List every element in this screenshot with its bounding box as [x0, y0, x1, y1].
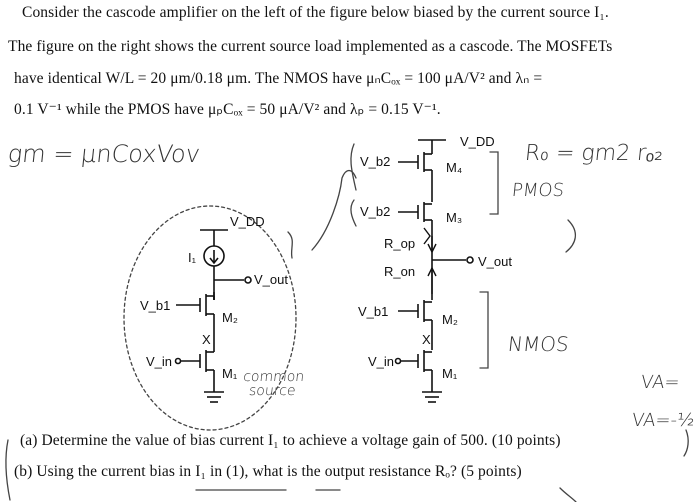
- left-i1-label: I₁: [188, 250, 196, 265]
- right-x-label: X: [422, 332, 431, 347]
- right-m2-label: M₂: [442, 312, 458, 327]
- problem-line-3: have identical W/L = 20 μm/0.18 μm. The NMOS have μₙCₒₓ = 100 μA/V² and λₙ =: [14, 70, 543, 87]
- right-vin-label: V_in: [368, 354, 395, 369]
- right-vb2-mid-label: V_b2: [360, 204, 391, 219]
- right-vb2-top-label: V_b2: [360, 154, 391, 169]
- right-vout-label: V_out: [478, 254, 512, 269]
- right-vdd-label: V_DD: [460, 134, 495, 149]
- handwritten-va-1: VA=: [639, 372, 681, 393]
- left-vin-label: V_in: [146, 354, 173, 369]
- right-rop-label: R_op: [384, 236, 416, 251]
- problem-line-4: 0.1 V⁻¹ while the PMOS have μₚCₒₓ = 50 μA/V² and λₚ = 0.15 V⁻¹.: [14, 101, 441, 118]
- handwritten-nmos-label: NMOS: [506, 332, 570, 356]
- problem-line-2: The figure on the right shows the current source load implemented as a cascode. The MOSFETs: [8, 38, 613, 55]
- handwritten-va-2: VA=-½: [630, 410, 696, 431]
- left-x-label: X: [202, 332, 211, 347]
- handwritten-rout-equation: R₀ = gm2 rₒ₂: [523, 141, 665, 166]
- handwritten-common-source: common source: [242, 369, 306, 399]
- handwritten-pmos-label: PMOS: [510, 180, 566, 201]
- handwritten-gm-equation: gm = μnCoxVov: [6, 140, 202, 168]
- problem-line-1: Consider the cascode amplifier on the left of the figure below biased by the current source I₁.: [22, 4, 609, 21]
- part-a-question: (a) Determine the value of bias current I₁ to achieve a voltage gain of 500. (10 points): [20, 432, 561, 449]
- left-vb1-label: V_b1: [140, 298, 171, 313]
- left-vout-label: V_out: [254, 272, 288, 287]
- left-m2-label: M₂: [222, 310, 238, 325]
- left-vdd-label: V_DD: [230, 214, 265, 229]
- left-m1-label: M₁: [222, 366, 238, 381]
- right-m4-label: M₄: [446, 160, 463, 175]
- right-ron-label: R_on: [384, 264, 416, 279]
- right-vb1-label: V_b1: [358, 304, 389, 319]
- part-b-question: (b) Using the current bias in I₁ in (1), what is the output resistance Rₒ? (5 points): [14, 463, 522, 480]
- right-m1-label: M₁: [442, 366, 458, 381]
- right-m3-label: M₃: [446, 210, 463, 225]
